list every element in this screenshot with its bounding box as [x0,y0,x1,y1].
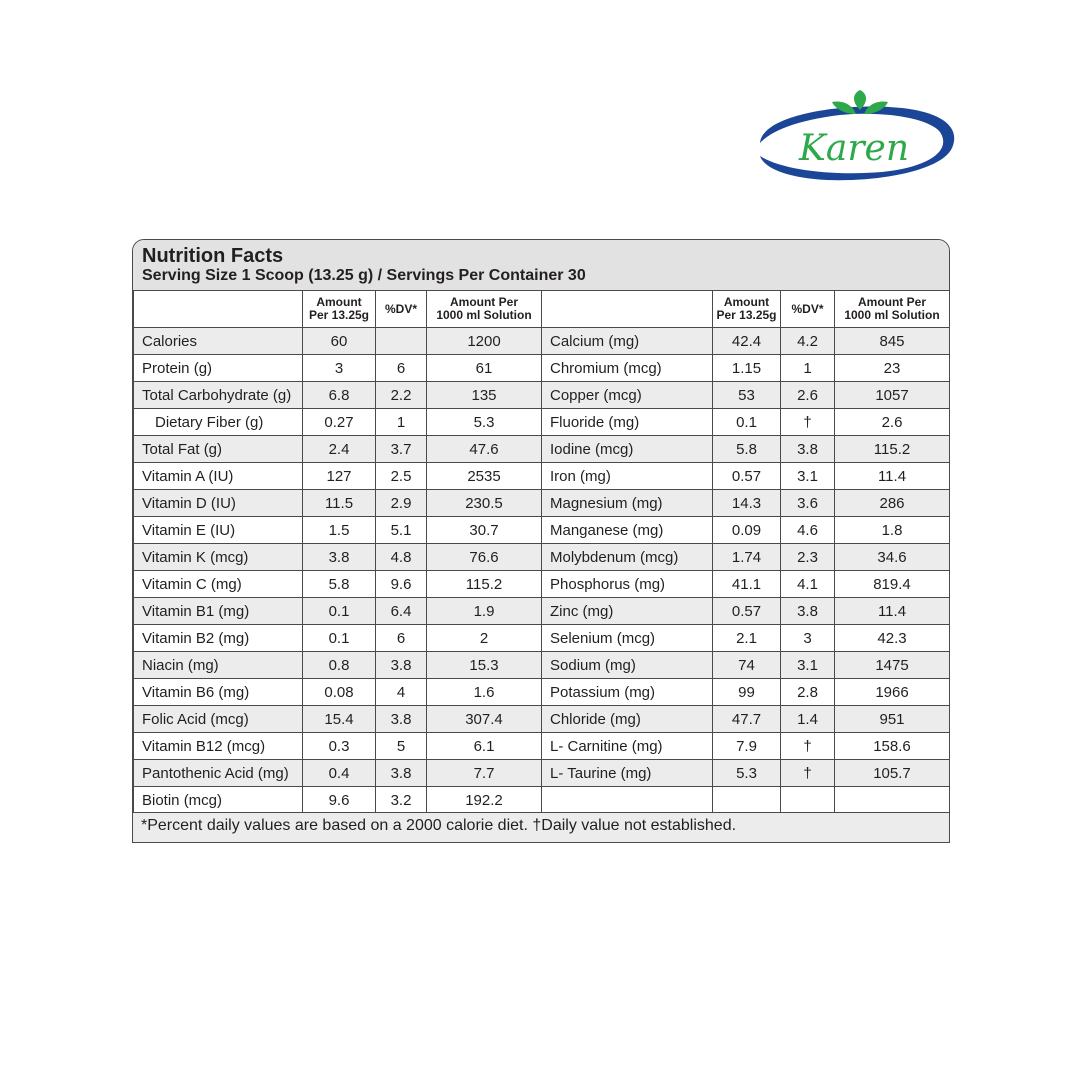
amount-value: 3 [303,355,376,382]
nutrient-name: Pantothenic Acid (mg) [134,760,303,787]
table-row [134,679,950,706]
amount-value: 9.6 [303,787,376,814]
solution-value: 135 [427,382,542,409]
solution-value: 47.6 [427,436,542,463]
amount-value: 0.57 [713,463,781,490]
solution-value: 2 [427,625,542,652]
amount-value: 1.5 [303,517,376,544]
table-row [134,436,950,463]
solution-value: 2.6 [835,409,950,436]
amount-value: 15.4 [303,706,376,733]
dv-value: 3.8 [781,436,835,463]
amount-value: 1.74 [713,544,781,571]
dv-value [376,328,427,355]
nutrient-name: Calories [134,328,303,355]
solution-value: 7.7 [427,760,542,787]
table-row [134,760,950,787]
solution-value: 1200 [427,328,542,355]
nutrient-name: Vitamin B6 (mg) [134,679,303,706]
dv-value: 3.8 [781,598,835,625]
solution-value: 307.4 [427,706,542,733]
nutrient-name: Chromium (mcg) [542,355,713,382]
solution-value: 951 [835,706,950,733]
solution-value: 11.4 [835,598,950,625]
table-row [134,625,950,652]
dv-value: 4.8 [376,544,427,571]
dv-value: 5.1 [376,517,427,544]
amount-value: 0.1 [303,598,376,625]
nutrient-name: Molybdenum (mcg) [542,544,713,571]
amount-value: 0.3 [303,733,376,760]
dv-value: † [781,733,835,760]
solution-value: 192.2 [427,787,542,814]
header-amount-right: Amount Per 13.25g [713,291,781,328]
amount-value: 1.15 [713,355,781,382]
nutrient-name: Copper (mcg) [542,382,713,409]
table-row [134,787,950,814]
column-header-row [134,291,950,328]
table-row [134,733,950,760]
amount-value: 5.8 [713,436,781,463]
dv-value: 6.4 [376,598,427,625]
header-solution-left: Amount Per 1000 ml Solution [427,291,542,328]
table-row [134,598,950,625]
header-dv-right: %DV* [781,291,835,328]
amount-value: 6.8 [303,382,376,409]
nutrient-name: Selenium (mcg) [542,625,713,652]
nutrient-name: Magnesium (mg) [542,490,713,517]
nutrient-name: Chloride (mg) [542,706,713,733]
nutrient-name: Vitamin A (IU) [134,463,303,490]
dv-value: 6 [376,355,427,382]
amount-value [713,787,781,814]
solution-value: 34.6 [835,544,950,571]
panel-title: Nutrition Facts [142,245,284,267]
amount-value: 127 [303,463,376,490]
solution-value: 5.3 [427,409,542,436]
nutrient-name: Total Carbohydrate (g) [134,382,303,409]
amount-value: 47.7 [713,706,781,733]
dv-value: 1.4 [781,706,835,733]
dv-value: † [781,760,835,787]
solution-value: 845 [835,328,950,355]
amount-value: 42.4 [713,328,781,355]
dv-value: 3.2 [376,787,427,814]
table-row [134,355,950,382]
table-row [134,490,950,517]
table-row [134,409,950,436]
dv-value: 2.8 [781,679,835,706]
nutrition-table [133,290,950,814]
dv-value: 2.6 [781,382,835,409]
dv-value [781,787,835,814]
dv-value: 3.7 [376,436,427,463]
dv-value: † [781,409,835,436]
solution-value [835,787,950,814]
nutrient-name: Sodium (mg) [542,652,713,679]
amount-value: 0.27 [303,409,376,436]
dv-value: 4.1 [781,571,835,598]
nutrient-name: Protein (g) [134,355,303,382]
amount-value: 41.1 [713,571,781,598]
nutrient-name: Potassium (mg) [542,679,713,706]
dv-value: 3.8 [376,706,427,733]
solution-value: 115.2 [427,571,542,598]
brand-wordmark: Karen [798,128,910,169]
nutrition-facts-panel [132,239,950,843]
solution-value: 105.7 [835,760,950,787]
amount-value: 5.3 [713,760,781,787]
solution-value: 11.4 [835,463,950,490]
amount-value: 0.57 [713,598,781,625]
dv-value: 2.9 [376,490,427,517]
nutrient-name: Zinc (mg) [542,598,713,625]
dv-value: 3.1 [781,652,835,679]
solution-value: 30.7 [427,517,542,544]
solution-value: 6.1 [427,733,542,760]
table-row [134,544,950,571]
nutrient-name: Iron (mg) [542,463,713,490]
amount-value: 3.8 [303,544,376,571]
solution-value: 286 [835,490,950,517]
solution-value: 15.3 [427,652,542,679]
solution-value: 819.4 [835,571,950,598]
amount-value: 99 [713,679,781,706]
dv-value: 3.8 [376,652,427,679]
solution-value: 23 [835,355,950,382]
solution-value: 1966 [835,679,950,706]
amount-value: 0.08 [303,679,376,706]
nutrient-name: Manganese (mg) [542,517,713,544]
solution-value: 230.5 [427,490,542,517]
amount-value: 2.1 [713,625,781,652]
nutrient-name: Dietary Fiber (g) [134,409,303,436]
dv-value: 9.6 [376,571,427,598]
header-blank-right [542,291,713,328]
nutrient-name: Vitamin C (mg) [134,571,303,598]
nutrient-name: Vitamin K (mcg) [134,544,303,571]
amount-value: 0.1 [713,409,781,436]
solution-value: 1.6 [427,679,542,706]
dv-value: 5 [376,733,427,760]
table-row [134,571,950,598]
table-row [134,652,950,679]
dv-value: 4 [376,679,427,706]
serving-size: Serving Size 1 Scoop (13.25 g) / Servings Per Container 30 [142,267,586,284]
dv-value: 6 [376,625,427,652]
solution-value: 2535 [427,463,542,490]
table-row [134,463,950,490]
amount-value: 11.5 [303,490,376,517]
solution-value: 1.9 [427,598,542,625]
dv-value: 3 [781,625,835,652]
amount-value: 0.09 [713,517,781,544]
solution-value: 158.6 [835,733,950,760]
table-row [134,517,950,544]
amount-value: 14.3 [713,490,781,517]
dv-value: 1 [781,355,835,382]
nutrient-name: Phosphorus (mg) [542,571,713,598]
amount-value: 53 [713,382,781,409]
nutrient-name: Fluoride (mg) [542,409,713,436]
amount-value: 7.9 [713,733,781,760]
dv-value: 2.3 [781,544,835,571]
dv-value: 2.5 [376,463,427,490]
solution-value: 1.8 [835,517,950,544]
amount-value: 60 [303,328,376,355]
solution-value: 1475 [835,652,950,679]
dv-value: 4.6 [781,517,835,544]
dv-value: 3.6 [781,490,835,517]
nutrient-name: Vitamin E (IU) [134,517,303,544]
dv-value: 4.2 [781,328,835,355]
solution-value: 76.6 [427,544,542,571]
nutrient-name: Vitamin D (IU) [134,490,303,517]
nutrient-name: L- Taurine (mg) [542,760,713,787]
amount-value: 0.1 [303,625,376,652]
solution-value: 1057 [835,382,950,409]
amount-value: 0.4 [303,760,376,787]
solution-value: 42.3 [835,625,950,652]
amount-value: 0.8 [303,652,376,679]
nutrient-name: Vitamin B1 (mg) [134,598,303,625]
table-row [134,382,950,409]
panel-header [133,240,949,291]
table-row [134,328,950,355]
nutrient-name: Vitamin B12 (mcg) [134,733,303,760]
table-row [134,706,950,733]
karen-logo-icon [752,88,962,188]
solution-value: 61 [427,355,542,382]
nutrient-name: Calcium (mg) [542,328,713,355]
nutrient-name: Biotin (mcg) [134,787,303,814]
amount-value: 74 [713,652,781,679]
header-dv-left: %DV* [376,291,427,328]
header-blank-left [134,291,303,328]
nutrient-name: L- Carnitine (mg) [542,733,713,760]
amount-value: 5.8 [303,571,376,598]
nutrient-name: Total Fat (g) [134,436,303,463]
footnote: *Percent daily values are based on a 2000 calorie diet. †Daily value not established. [133,812,949,842]
dv-value: 1 [376,409,427,436]
nutrient-name: Vitamin B2 (mg) [134,625,303,652]
brand-logo [752,88,962,188]
nutrient-name: Iodine (mcg) [542,436,713,463]
amount-value: 2.4 [303,436,376,463]
nutrient-rows [134,328,950,814]
header-solution-right: Amount Per 1000 ml Solution [835,291,950,328]
nutrient-name [542,787,713,814]
dv-value: 3.8 [376,760,427,787]
dv-value: 3.1 [781,463,835,490]
nutrient-name: Niacin (mg) [134,652,303,679]
solution-value: 115.2 [835,436,950,463]
header-amount-left: Amount Per 13.25g [303,291,376,328]
dv-value: 2.2 [376,382,427,409]
nutrient-name: Folic Acid (mcg) [134,706,303,733]
